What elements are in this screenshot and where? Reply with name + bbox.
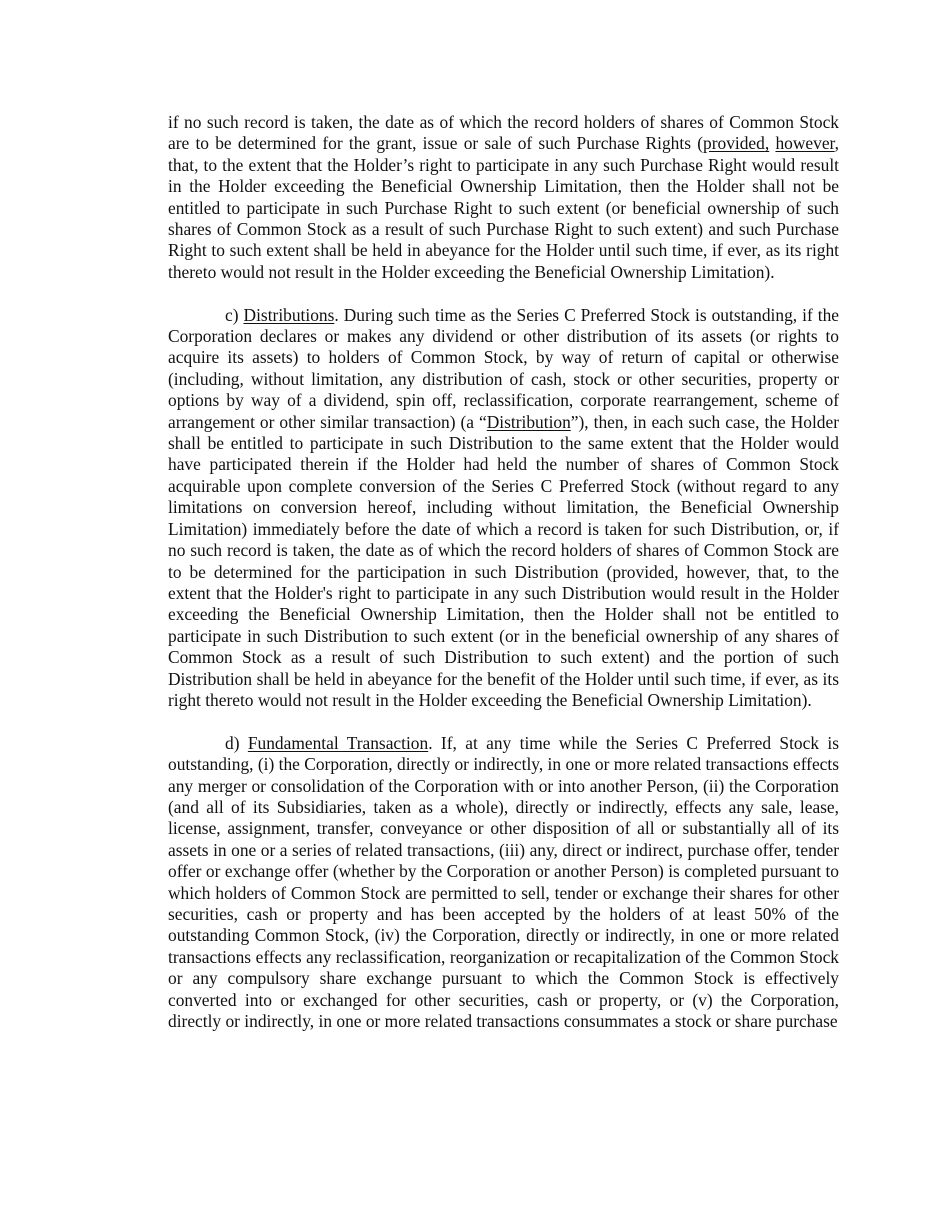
paragraph-fundamental-transaction: [168, 733, 839, 1033]
provided-term: provided: [703, 133, 765, 154]
section-c-text-part2: ”), then, in each such case, the Holder shall be entitled to participate in such Distribution to the same extent that the Holder would have participated therein if the Holder had held the number of shares of Common Stock acquirable upon complete conversion of the Series C Preferred Stock (without regard to any limitations on conversion hereof, including without limitation, the Beneficial Ownership Limitation) immediately before the date of which a record is taken for such Distribution, or, if no such record is taken, the date as of which the record holders of shares of Common Stock are to be determined for the participation in such Distribution (provided, however, that, to the extent that the Holder's right to participate in any such Distribution would result in the Holder exceeding the Beneficial Ownership Limitation, then the Holder shall not be entitled to participate in such Distribution to such extent (or in the beneficial ownership of any shares of Common Stock as a result of such Distribution to such extent) and the portion of such Distribution shall be held in abeyance for the benefit of the Holder until such time, if ever, as its right thereto would not result in the Holder exceeding the Beneficial Ownership Limitation).: [168, 411, 839, 710]
paragraph-distributions: [168, 305, 839, 712]
para1-text-before: if no such record is taken, the date as of which the record holders of shares of Common Stock are to be determined for the grant, issue or sale of such Purchase Rights (: [168, 112, 839, 154]
section-d-label: d): [225, 732, 248, 753]
document-page: [168, 112, 839, 1032]
section-d-heading: Fundamental Transaction: [247, 732, 429, 753]
paragraph-purchase-rights-continuation: [168, 112, 839, 283]
section-c-label: c): [225, 304, 244, 325]
distribution-defined-term: Distribution: [486, 411, 571, 432]
section-d-text: . If, at any time while the Series C Preferred Stock is outstanding, (i) the Corporation, directly or indirectly, in one or more related transactions effects any merger or consolidation of the Corporation with or into another Person, (ii) the Corporation (and all of its Subsidiaries, taken as a whole), directly or indirectly, effects any sale, lease, license, assignment, transfer, conveyance or other disposition of all or substantially all of its assets in one or a series of related transactions, (iii) any, direct or indirect, purchase offer, tender offer or exchange offer (whether by the Corporation or another Person) is completed pursuant to which holders of Common Stock are permitted to sell, tender or exchange their shares for other securities, cash or property and has been accepted by the holders of at least 50% of the outstanding Common Stock, (iv) the Corporation, directly or indirectly, in one or more related transactions effects any reclassification, reorganization or recapitalization of the Common Stock or any compulsory share exchange pursuant to which the Common Stock is effectively converted into or exchanged for other securities, cash or property, or (v) the Corporation, directly or indirectly, in one or more related transactions consummates a stock or share purchase: [168, 732, 839, 1032]
provided-comma: ,: [764, 133, 770, 154]
however-term: however: [775, 133, 835, 154]
para1-text-after: , that, to the extent that the Holder’s right to participate in any such Purchase Right would result in the Holder exceeding the Beneficial Ownership Limitation, then the Holder shall not be entitled to participate in such Purchase Right to such extent (or beneficial ownership of such shares of Common Stock as a result of such Purchase Right to such extent) and such Purchase Right to such extent shall be held in abeyance for the Holder until such time, if ever, as its right thereto would not result in the Holder exceeding the Beneficial Ownership Limitation).: [168, 133, 839, 282]
section-c-heading: Distributions: [243, 304, 335, 325]
section-c-text-part1: . During such time as the Series C Preferred Stock is outstanding, if the Corporation declares or makes any dividend or other distribution of its assets (or rights to acquire its assets) to holders of Common Stock, by way of return of capital or otherwise (including, without limitation, any distribution of cash, stock or other securities, property or options by way of a dividend, spin off, reclassification, corporate rearrangement, scheme of arrangement or other similar transaction) (a “: [168, 304, 840, 432]
